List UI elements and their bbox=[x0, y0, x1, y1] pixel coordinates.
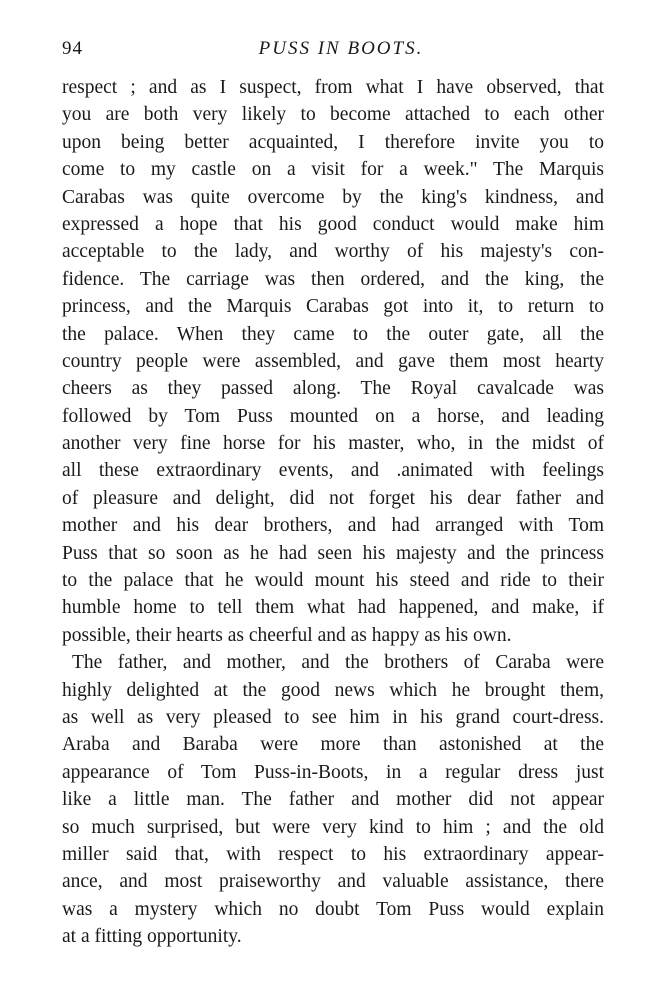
text-line: as well as very pleased to see him in his grand court-dress. bbox=[62, 706, 604, 728]
running-title: PUSS IN BOOTS. bbox=[258, 38, 424, 59]
text-line: upon being better acquainted, I therefore invite you to bbox=[62, 131, 604, 153]
text-line: cheers as they passed along. The Royal cavalcade was bbox=[62, 378, 604, 400]
page-header bbox=[62, 38, 610, 68]
text-line: expressed a hope that his good conduct would make him bbox=[62, 213, 604, 235]
text-line: country people were assembled, and gave them most hearty bbox=[62, 350, 604, 372]
text-line: ance, and most praiseworthy and valuable assistance, there bbox=[62, 871, 604, 893]
text-line: Puss that so soon as he had seen his majesty and the princess bbox=[62, 542, 604, 564]
text-line: acceptable to the lady, and worthy of his majesty's con- bbox=[62, 241, 604, 263]
text-line: the palace. When they came to the outer gate, all the bbox=[62, 323, 604, 345]
text-line: highly delighted at the good news which he brought them, bbox=[62, 679, 604, 701]
text-line: Araba and Baraba were more than astonished at the bbox=[62, 734, 604, 756]
paragraph bbox=[62, 74, 604, 649]
text-line: possible, their hearts as cheerful and as happy as his own. bbox=[62, 624, 512, 646]
text-line: Carabas was quite overcome by the king's kindness, and bbox=[62, 186, 604, 208]
text-line: appearance of Tom Puss-in-Boots, in a regular dress just bbox=[62, 761, 604, 783]
page-number: 94 bbox=[62, 38, 83, 59]
text-line: mother and his dear brothers, and had arranged with Tom bbox=[62, 515, 604, 537]
paragraph bbox=[62, 649, 604, 950]
text-line: to the palace that he would mount his steed and ride to their bbox=[62, 570, 604, 592]
text-line: all these extraordinary events, and .animated with feelings bbox=[62, 460, 604, 482]
text-line: come to my castle on a visit for a week." The Marquis bbox=[62, 159, 604, 181]
text-line: The father, and mother, and the brothers of Caraba were bbox=[72, 652, 604, 674]
text-line: like a little man. The father and mother did not appear bbox=[62, 789, 604, 811]
text-line: followed by Tom Puss mounted on a horse, and leading bbox=[62, 405, 604, 427]
text-line: so much surprised, but were very kind to him ; and the old bbox=[62, 816, 604, 838]
text-line: another very fine horse for his master, who, in the midst of bbox=[62, 433, 604, 455]
text-line: miller said that, with respect to his extraordinary appear- bbox=[62, 843, 604, 865]
text-line: humble home to tell them what had happened, and make, if bbox=[62, 597, 604, 619]
text-line: at a fitting opportunity. bbox=[62, 926, 242, 948]
text-line: fidence. The carriage was then ordered, and the king, the bbox=[62, 268, 604, 290]
text-line: respect ; and as I suspect, from what I have observed, that bbox=[62, 77, 604, 98]
text-line: princess, and the Marquis Carabas got into it, to return to bbox=[62, 296, 604, 318]
text-line: was a mystery which no doubt Tom Puss would explain bbox=[62, 898, 604, 920]
text-line: you are both very likely to become attached to each other bbox=[62, 104, 604, 126]
body-text bbox=[62, 74, 604, 951]
text-line: of pleasure and delight, did not forget his dear father and bbox=[62, 487, 604, 509]
